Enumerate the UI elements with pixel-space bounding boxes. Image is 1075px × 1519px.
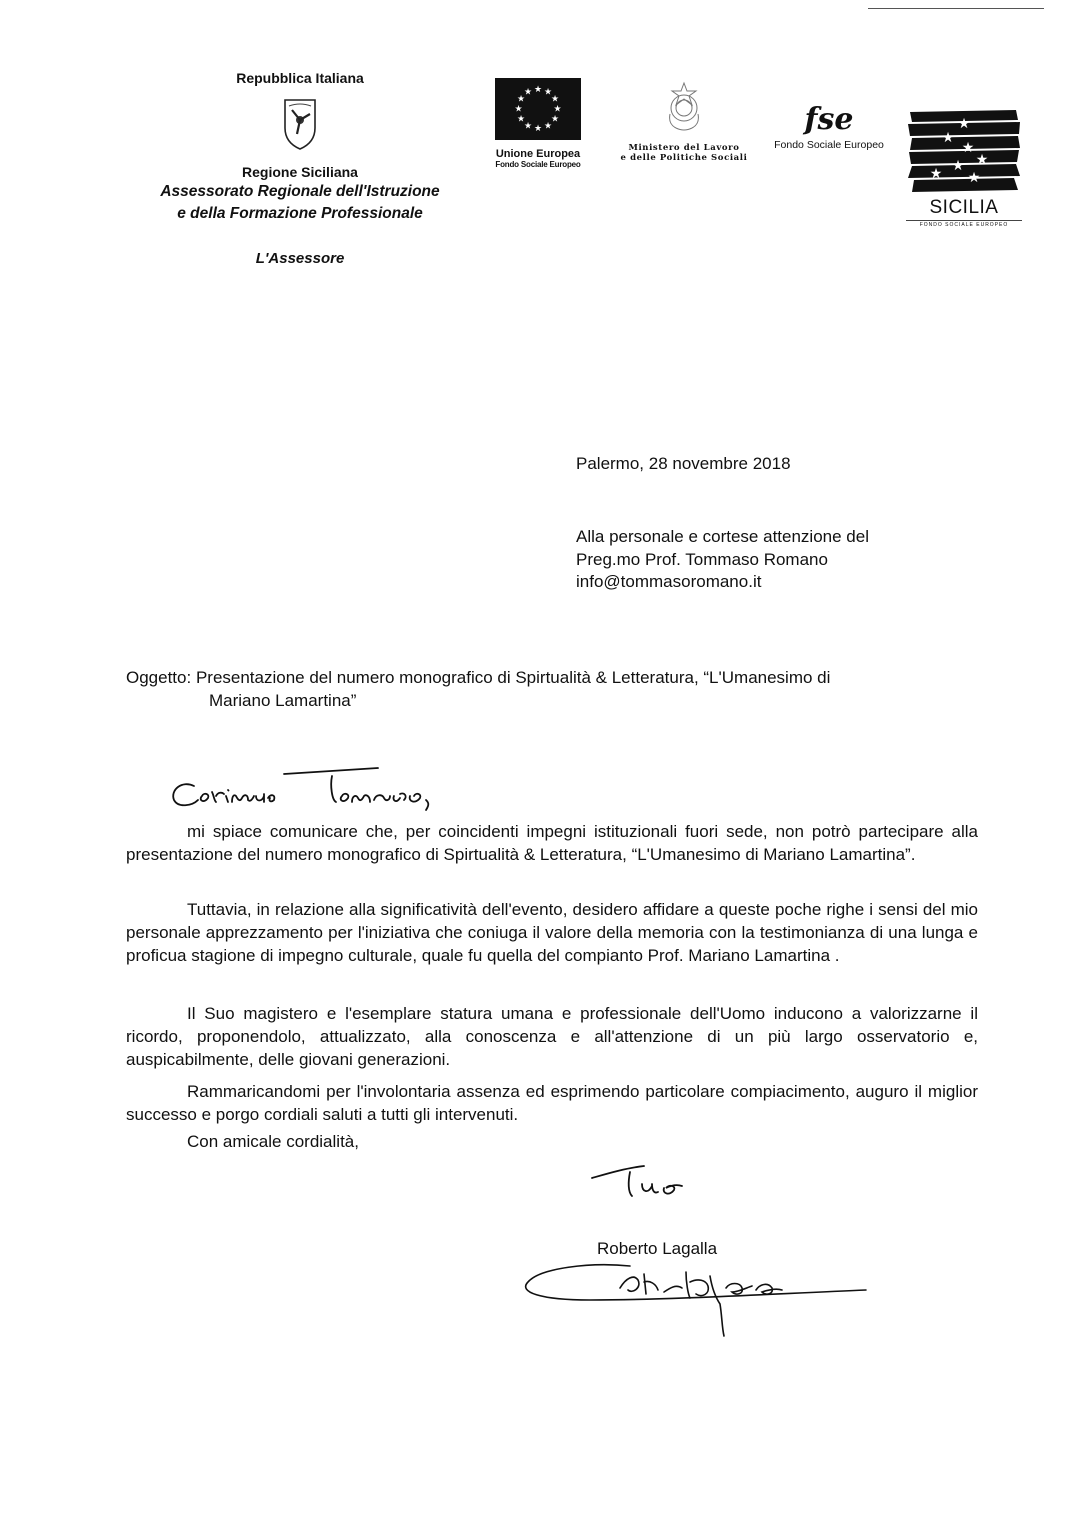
svg-text:★: ★ [516,94,526,105]
paragraph-4: Rammaricandomi per l'involontaria assenza ed esprimendo particolare compiacimento, auguro il miglior successo e porgo cordiali saluti a tutti gli intervenuti. [126,1082,978,1124]
ministry-label-2: e delle Politiche Sociali [620,153,748,163]
fse-caption: Fondo Sociale Europeo [774,139,884,151]
handwritten-closing [586,1158,716,1208]
svg-text:★: ★ [550,94,560,105]
subject-text-line1: Presentazione del numero monografico di Spirtualità & Letteratura, “L'Umanesimo di [191,668,831,687]
subject-block [126,666,986,712]
closing-line: Con amicale cordialità, [187,1132,359,1151]
italian-emblem-icon [666,80,702,132]
eu-label: Unione Europea [495,148,581,160]
sicilia-caption: FONDO SOCIALE EUROPEO [906,220,1022,228]
svg-text:★: ★ [523,121,533,132]
svg-text:★: ★ [951,158,965,174]
svg-text:★: ★ [516,114,526,125]
sicily-crest-icon [283,98,317,150]
svg-text:★: ★ [553,104,562,115]
subject-text-line2: Mariano Lamartina” [209,691,357,710]
recipient-line: Alla personale e cortese attenzione del [576,527,869,546]
recipient-name: Preg.mo Prof. Tommaso Romano [576,549,828,569]
department-line2: e della Formazione Professionale [177,205,423,222]
paragraph-2: Tuttavia, in relazione alla significatività dell'evento, desidero affidare a queste poche righe i sensi del mio personale apprezzamento per l'iniziativa che coniuga il valore della memoria con la testimonianza di una lunga e proficua stagione di impegno culturale, quale fu quella del compianto Prof. Mariano Lamartina . [126,900,978,965]
fse-mark-icon [797,98,861,136]
ministry-logo [610,80,758,163]
svg-text:★: ★ [975,152,989,168]
paragraph-3: Il Suo magistero e l'esemplare statura umana e professionale dell'Uomo inducono a valorizzarne il ricordo, proponendolo, attualizzato, alla conoscenza e all'attenzione di un più largo osservatorio e, auspicabilmente, delle giovani generazioni. [126,1004,978,1069]
sicilia-brush-icon [906,108,1022,196]
svg-text:★: ★ [929,166,943,182]
sicilia-label: SICILIA [929,197,999,218]
signer-name: Roberto Lagalla [597,1239,718,1258]
svg-text:★: ★ [514,104,523,115]
handwritten-greeting [164,756,474,816]
eu-flag-icon [495,78,581,140]
svg-text:★: ★ [533,85,543,95]
svg-text:★: ★ [967,170,981,186]
republic-label: Repubblica Italiana [236,70,364,86]
recipient-block [576,526,869,594]
top-rule [868,8,1044,9]
department-line1: Assessorato Regionale dell'Istruzione [160,183,440,200]
fse-mark-text: fse [804,102,854,136]
eu-sublabel: Fondo Sociale Europeo [495,160,581,169]
svg-text:★: ★ [957,116,971,132]
paragraph-1: mi spiace comunicare che, per coincidenti impegni istituzionali fuori sede, non potrò partecipare alla presentazione del numero monografico di Spirtualità & Letteratura, “L'Umanesimo di Mariano Lamartina”. [126,822,978,864]
svg-text:★: ★ [941,130,955,146]
ministry-label-1: Ministero del Lavoro [628,143,740,153]
svg-text:★: ★ [523,87,533,98]
place-date: Palermo, 28 novembre 2018 [576,454,791,473]
letterhead [100,70,500,267]
svg-text:★: ★ [533,124,543,134]
sicilia-logo [906,108,1022,228]
svg-text:★: ★ [961,140,975,156]
signature [510,1248,870,1338]
eu-logo [490,78,586,169]
recipient-email: info@tommasoromano.it [576,572,762,591]
svg-text:★: ★ [550,114,560,125]
svg-text:★: ★ [543,121,553,132]
svg-text:★: ★ [543,87,553,98]
region-label: Regione Siciliana [242,164,358,180]
subject-label: Oggetto: [126,668,192,687]
office-label: L'Assessore [255,250,345,267]
fse-logo [762,98,896,151]
